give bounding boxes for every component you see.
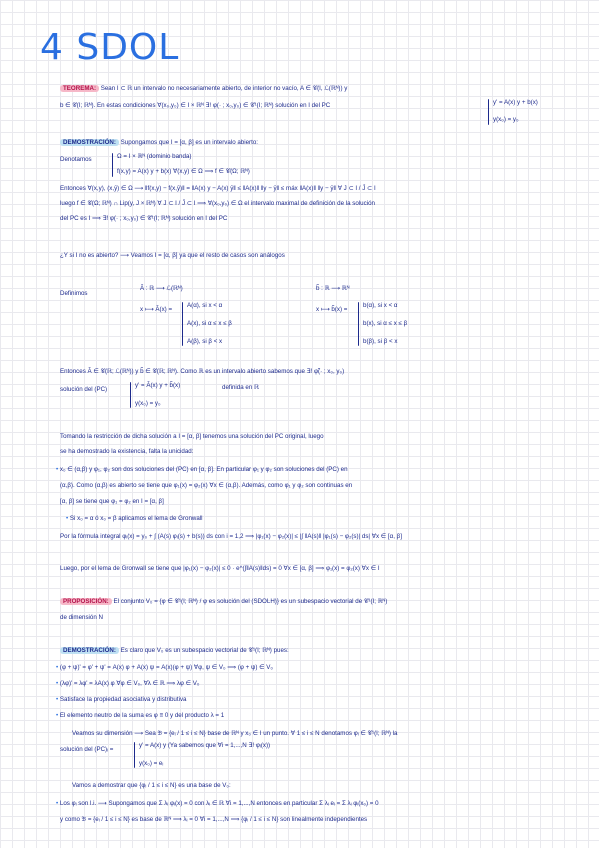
- notopen-define: Definimos: [60, 290, 88, 297]
- demo2-prop-4: • El elemento neutro de la suma es φ ≡ 0 y del producto λ = 1: [56, 712, 225, 719]
- page-title: 4 SDOL: [40, 27, 180, 68]
- demo1-line-1: Entonces ∀(x,y), (x,ȳ) ∈ Ω ⟶ ‖f(x,y) − f(x,ȳ)‖ = ‖A(x) y − A(x) ȳ‖ ≤ ‖A(x)‖ ‖y − ȳ‖ ≤ máx ‖A(x)‖ ‖y − ȳ‖ ∀ J ⊂ I / J̄ ⊂ I: [60, 185, 376, 192]
- notopen-brace-b: [358, 302, 359, 346]
- demo2-pc-1: y' = A(x) y (Ya sabemos que ∀i = 1,...,N ∃! φᵢ(x)): [139, 742, 271, 749]
- notopen-line-2: solución del (PC): [60, 386, 108, 393]
- notopen-map-a-x: x ⟼ Ã(x) =: [140, 306, 173, 313]
- notopen-line-1: Entonces Ã ∈ 𝒞(ℝ; ℒ(ℝᴺ)) y b̃ ∈ 𝒞(ℝ; ℝᴺ). Como ℝ es un intervalo abierto sabemos que ∃! φ̃(· ; x₀, y₀): [60, 368, 345, 375]
- demo2-line-intro: [60, 647, 289, 655]
- demo2-prop-1: • (φ + ψ)' = φ' + ψ' = A(x) φ + A(x) ψ = A(x)(φ + ψ) ∀φ, ψ ∈ V₀ ⟹ (φ + ψ) ∈ V₀: [56, 664, 273, 671]
- restrict-bullet-1b: (α,β). Como (α,β) es abierto se tiene que φ₁(x) = φ₂(x) ∀x ∈ (α,β). Además, como φ₁ y φ₂ son continuas en: [60, 482, 353, 489]
- prop-text-1: El conjunto V₀ = {φ ∈ 𝒞¹(I; ℝᴺ) / φ es solución del (SDOLH)} es un subespacio vectorial de 𝒞¹(I; ℝᴺ): [113, 598, 388, 605]
- demo1-line-3: del PC es I ⟹ ∃! φ(· ; x₀,y₀) ∈ 𝒞¹(I; ℝᴺ) solución en I del PC: [60, 215, 228, 222]
- demo2-pc-2: y(x₀) = eᵢ: [139, 760, 164, 767]
- notopen-map-b: b̃ : ℝ ⟶ ℝᴺ: [316, 285, 350, 292]
- demo2-li-2: y como 𝔅 = {eᵢ / 1 ≤ i ≤ N} es base de ℝᴺ ⟹ λᵢ = 0 ∀i = 1,...,N ⟹ {φᵢ / 1 ≤ i ≤ N} son linealmente independientes: [60, 816, 368, 823]
- notopen-b-case-3: b(β), si β < x: [363, 338, 398, 345]
- demo1-line-2: luego f ∈ 𝒞(Ω; ℝᴺ) ∩ Lip(y, J × ℝᴺ) ∀ J ⊂ I / J̄ ⊂ I ⟹ ∀(x₀,y₀) ∈ Ω el intervalo maximal de definición de la solución: [60, 200, 375, 207]
- notopen-defined: definida en ℝ: [222, 384, 259, 391]
- demo2-prop-3: • Satisface la propiedad asociativa y distributiva: [56, 696, 187, 703]
- demo1-intro: Supongamos que I = [α, β] es un intervalo abierto:: [120, 139, 258, 146]
- demo2-label: DEMOSTRACIÓN:: [60, 647, 119, 654]
- restrict-integral: Por la fórmula integral φᵢ(x) = y₀ + ∫ (A(s) φᵢ(s) + b(s)) ds con i = 1,2 ⟹ |φ₁(x) − φ₂(x)| ≤ |∫ ‖A(s)‖ |φ₁(s) − φ₂(s)| ds| ∀x ∈ [α, β]: [60, 533, 402, 540]
- theorem-text-2: b ∈ 𝒞(I; ℝᴺ). En estas condiciones ∀(x₀,y₀) ∈ I × ℝᴺ ∃! φ(· ; x₀,y₀) ∈ 𝒞¹(I; ℝᴺ) solución en I del PC: [60, 102, 331, 109]
- prop-line-1: [60, 598, 387, 606]
- notopen-a-case-2: A(x), si α ≤ x ≤ β: [187, 320, 232, 327]
- demo1-label: DEMOSTRACIÓN:: [60, 139, 119, 146]
- demo2-prop-2: • (λφ)' = λφ' = λA(x) φ ∀φ ∈ V₀, ∀λ ∈ ℝ ⟹ λφ ∈ V₀: [56, 680, 200, 687]
- demo2-brace: [134, 742, 135, 768]
- demo2-base: Vamos a demostrar que {φᵢ / 1 ≤ i ≤ N} es una base de V₀:: [72, 782, 231, 789]
- demo2-dim-1: Veamos su dimensión ⟶ Sea 𝔅 = {eᵢ / 1 ≤ i ≤ N} base de ℝᴺ y x₀ ∈ I un punto. ∀ 1 ≤ i ≤ N denotamos φᵢ ∈ 𝒞¹(I; ℝᴺ) la: [72, 730, 398, 737]
- demo1-def-2: f(x,y) = A(x) y + b(x) ∀(x,y) ∈ Ω ⟹ f ∈ 𝒞(Ω; ℝᴺ): [117, 168, 250, 175]
- notopen-question: ¿Y si I no es abierto? ⟶ Veamos I = [α, β] ya que el resto de casos son análogos: [60, 252, 285, 259]
- demo2-dim-2: solución del (PC)ᵢ =: [60, 746, 114, 753]
- demo2-li-1: • Los φᵢ son l.i. ⟶ Supongamos que Σ λᵢ φᵢ(x) = 0 con λᵢ ∈ ℝ ∀i = 1,...,N entonces en particular Σ λᵢ eᵢ = Σ λᵢ φᵢ(x₀) = 0: [56, 800, 379, 807]
- demo1-brace: [112, 153, 113, 177]
- notopen-brace-a: [182, 302, 183, 346]
- notopen-pc-2: y(x₀) = y₀: [135, 400, 161, 407]
- restrict-bullet-1c: [α, β] se tiene que φ₁ = φ₂ en I = [α, β]: [60, 498, 164, 505]
- theorem-label: TEOREMA:: [60, 85, 99, 92]
- notopen-brace-pc: [130, 382, 131, 408]
- demo1-def-1: Ω = I × ℝᴺ (dominio banda): [117, 153, 192, 160]
- restrict-gronwall: Luego, por el lema de Gronwall se tiene que |φ₁(x) − φ₂(x)| ≤ 0 · e^(∫‖A(s)‖ds) = 0 ∀x ∈ [α, β] ⟹ φ₁(x) = φ₂(x) ∀x ∈ I: [60, 565, 380, 572]
- notopen-b-case-1: b(α), si x < α: [363, 302, 398, 309]
- notopen-a-case-3: A(β), si β < x: [187, 338, 223, 345]
- theorem-pc-1: y' = A(x) y + b(x): [493, 99, 538, 106]
- theorem-pc-2: y(x₀) = y₀: [493, 116, 519, 123]
- restrict-bullet-2: • Si x₀ = α ó x₀ = β aplicamos el lema de Gronwall: [66, 515, 203, 522]
- notopen-map-a: Ã : ℝ ⟶ ℒ(ℝᴺ): [140, 285, 183, 292]
- restrict-line-1: Tomando la restricción de dicha solución a I = [α, β] tenemos una solución del PC original, luego: [60, 433, 324, 440]
- notopen-b-case-2: b(x), si α ≤ x ≤ β: [363, 320, 408, 327]
- theorem-brace: [488, 99, 489, 125]
- demo1-line-intro: [60, 139, 258, 147]
- demo2-intro: Es claro que V₀ es un subespacio vectorial de 𝒞¹(I; ℝᴺ) pues:: [120, 647, 289, 654]
- notopen-map-b-x: x ⟼ b̃(x) =: [316, 306, 348, 313]
- theorem-text-1: Sean I ⊂ ℝ un intervalo no necesariamente abierto, de interior no vacío, A ∈ 𝒞(I, ℒ(ℝᴺ)) y: [100, 85, 348, 92]
- notopen-pc-1: y' = Ã(x) y + b̃(x): [135, 382, 181, 389]
- demo1-denote: Denotamos: [60, 156, 92, 163]
- restrict-line-2: se ha demostrado la existencia, falta la unicidad:: [60, 448, 194, 455]
- notopen-a-case-1: A(α), si x < α: [187, 302, 223, 309]
- prop-label: PROPOSICIÓN:: [60, 598, 112, 605]
- prop-text-2: de dimensión N: [60, 614, 103, 621]
- restrict-bullet-1: • x₀ ∈ (α,β) y φ₁, φ₂ son dos soluciones del (PC) en [α, β]. En particular φ₁ y φ₂ son soluciones del (PC) en: [56, 466, 348, 473]
- theorem-line-1: [60, 85, 347, 93]
